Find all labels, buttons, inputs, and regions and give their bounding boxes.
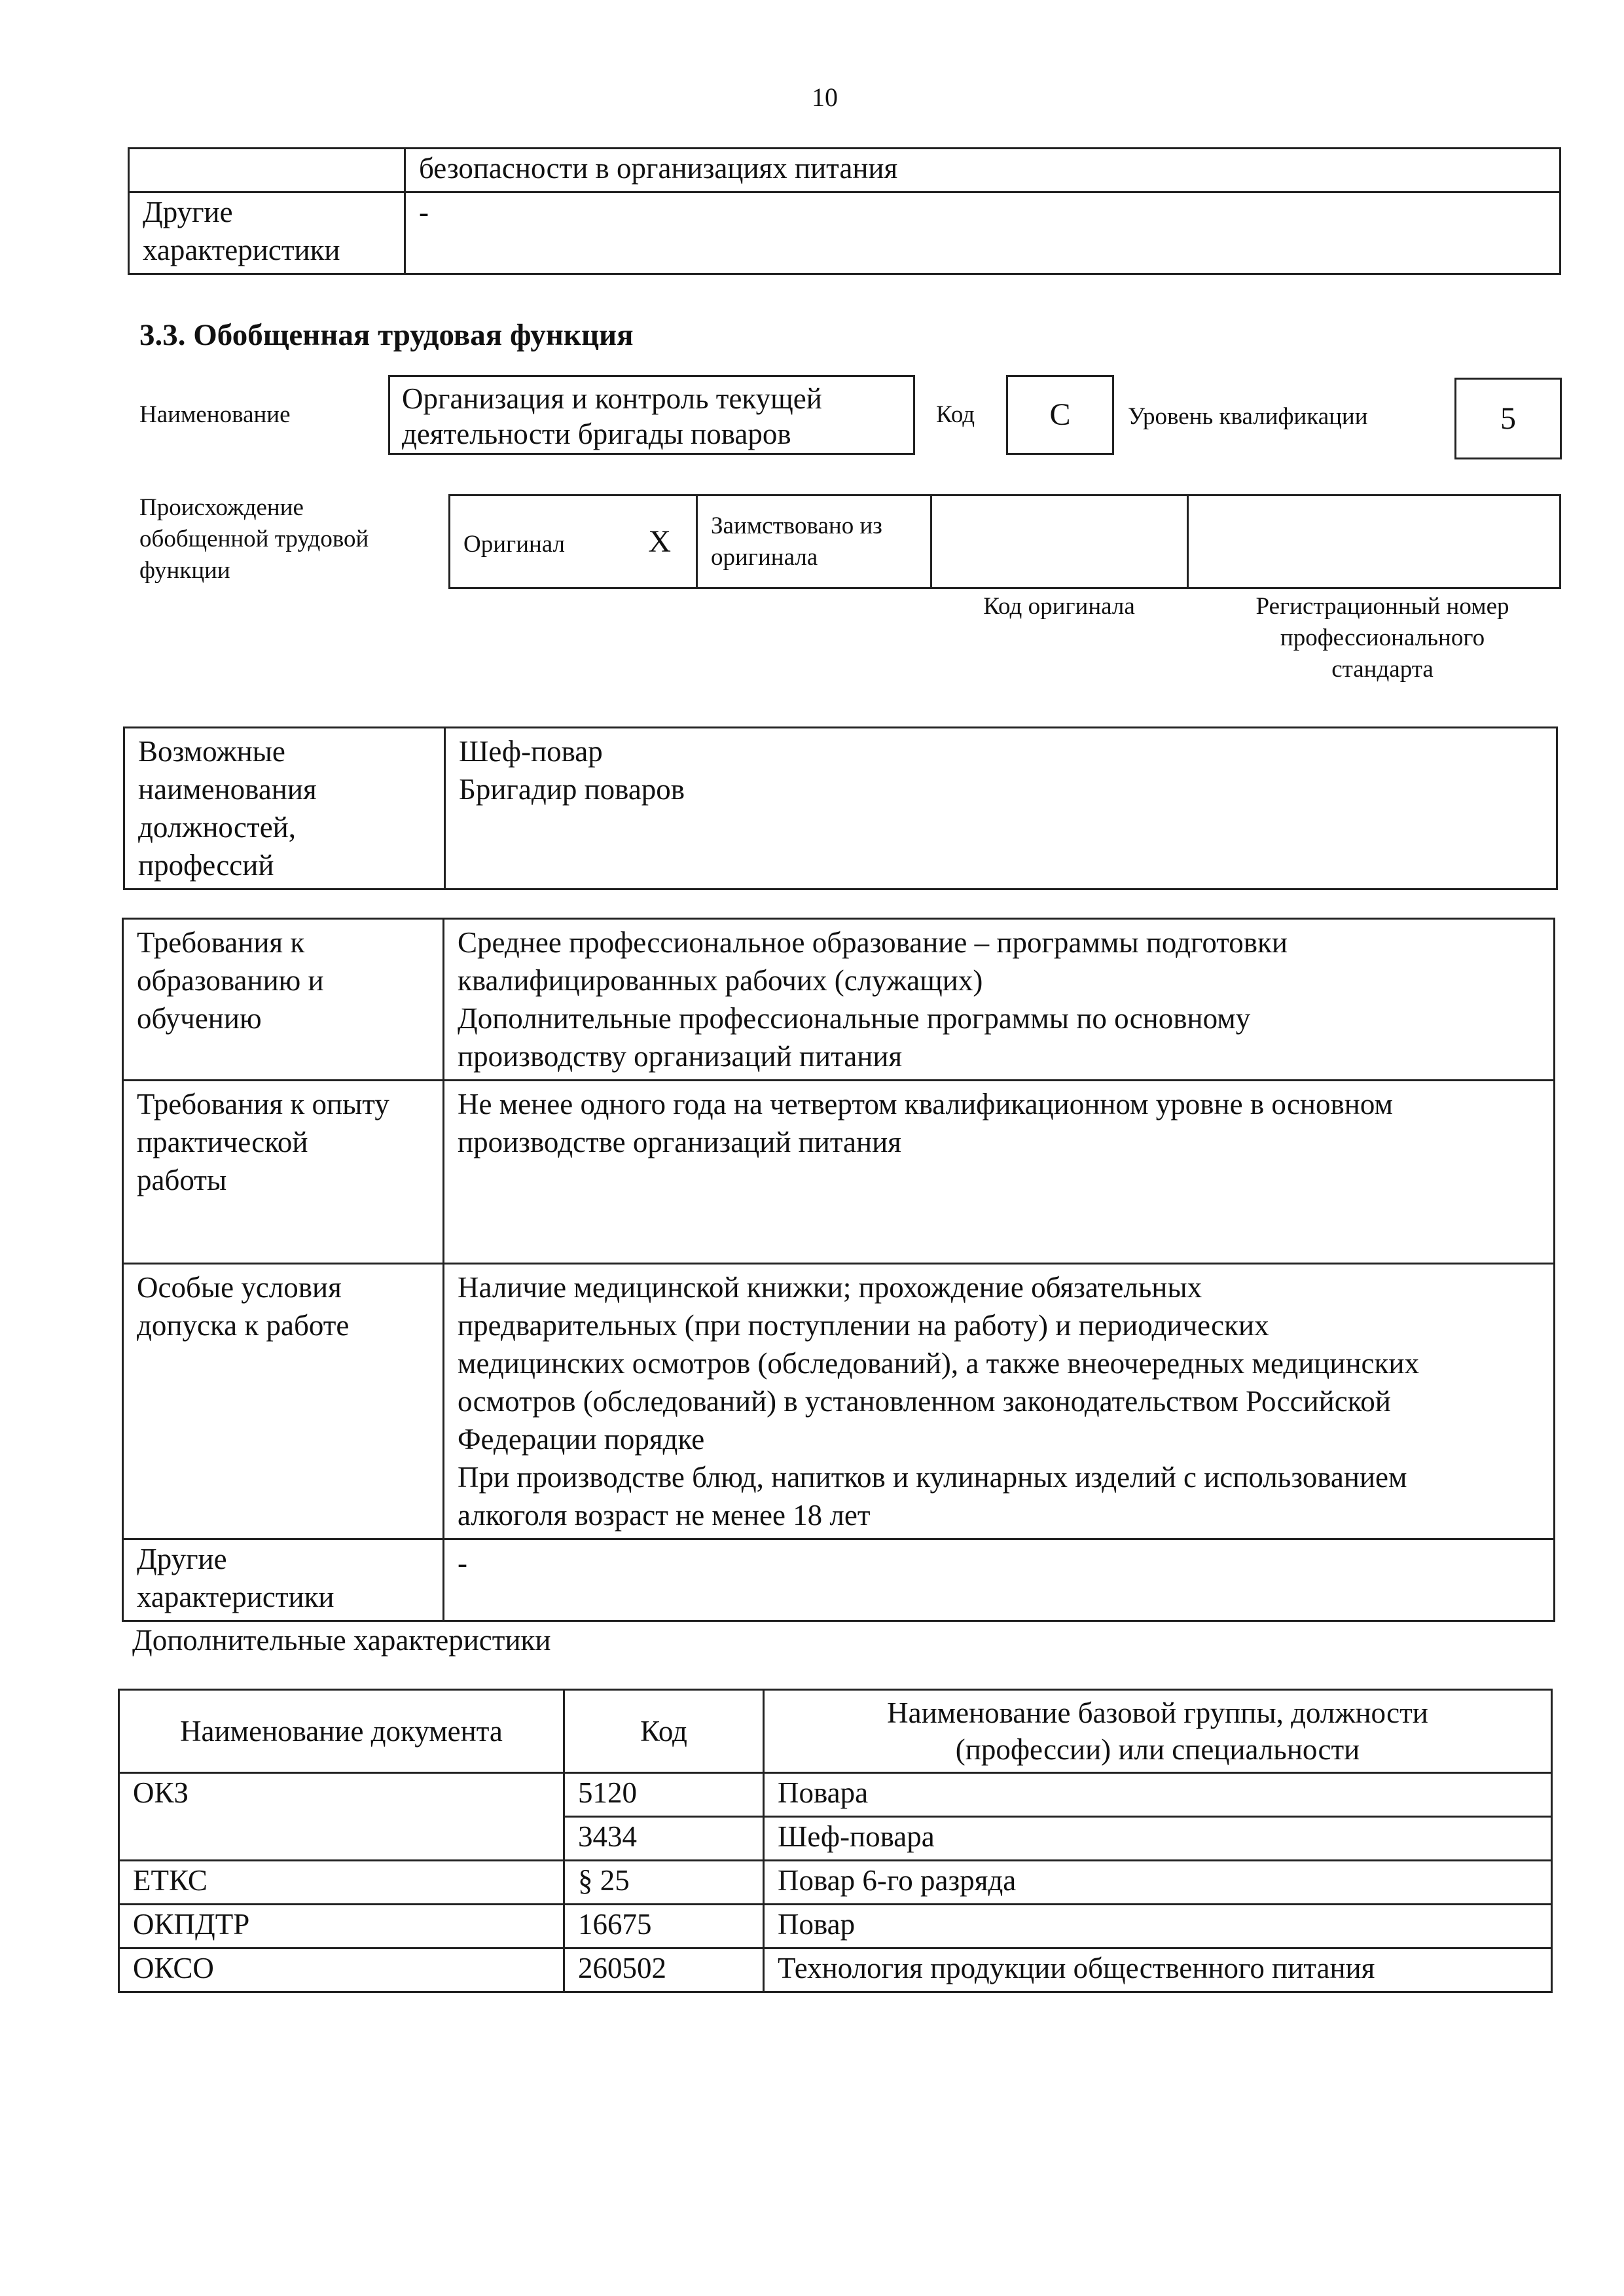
document-cell bbox=[119, 1817, 564, 1861]
code-cell: 16675 bbox=[564, 1905, 764, 1948]
document-cell: ОКЗ bbox=[119, 1773, 564, 1817]
other-characteristics-label: Другие характеристики bbox=[129, 192, 405, 274]
experience-requirements-value: Не менее одного года на четвертом квалификационном уровне в основном производстве организаций питания bbox=[444, 1081, 1555, 1264]
qualification-level-box bbox=[1454, 378, 1562, 459]
positions-values bbox=[445, 728, 1557, 889]
position-item: Шеф-повар bbox=[459, 735, 603, 768]
positions-label: Возможные наименования должностей, профессий bbox=[124, 728, 445, 889]
continuation-label-cell bbox=[129, 149, 405, 192]
table-row bbox=[123, 1081, 1555, 1264]
other-characteristics-value: - bbox=[444, 1539, 1555, 1621]
registration-number-cell bbox=[1188, 495, 1561, 588]
base-group-cell: Повар bbox=[764, 1905, 1552, 1948]
code-cell: § 25 bbox=[564, 1861, 764, 1905]
qualification-level-value: 5 bbox=[1500, 401, 1516, 436]
original-cell bbox=[450, 495, 697, 588]
continuation-value-cell: безопасности в организациях питания bbox=[405, 149, 1561, 192]
education-requirements-label: Требования к образованию и обучению bbox=[123, 919, 444, 1081]
original-code-cell bbox=[931, 495, 1188, 588]
qualification-level-label: Уровень квалификации bbox=[1128, 403, 1368, 430]
code-value: C bbox=[1049, 397, 1071, 432]
positions-table bbox=[123, 726, 1558, 890]
page-number: 10 bbox=[812, 82, 838, 112]
experience-requirements-label: Требования к опыту практической работы bbox=[123, 1081, 444, 1264]
table-row bbox=[123, 1539, 1555, 1621]
registration-number-caption: Регистрационный номер профессионального стандарта bbox=[1255, 593, 1509, 683]
code-value-box bbox=[1006, 375, 1114, 455]
education-requirements-value: Среднее профессиональное образование – программы подготовки квалифицированных рабочих (служащих) Дополнительные профессиональные программы по основному производству организаций питания bbox=[444, 919, 1555, 1081]
document-cell: ОКСО bbox=[119, 1948, 564, 1992]
requirements-table bbox=[122, 918, 1555, 1622]
code-cell: 3434 bbox=[564, 1817, 764, 1861]
code-label: Код bbox=[936, 401, 975, 428]
document-cell: ОКПДТР bbox=[119, 1905, 564, 1948]
other-characteristics-label: Другие характеристики bbox=[123, 1539, 444, 1621]
header-document-name: Наименование документа bbox=[119, 1690, 564, 1773]
section-title: 3.3. Обобщенная трудовая функция bbox=[139, 318, 634, 352]
special-conditions-value: Наличие медицинской книжки; прохождение обязательных предварительных (при поступлении на работу) и периодических медицинских осмотров (обследований), а также внеочередных медицинских осмотров (обследований) в установленном законодательством Российской Федерации порядке При производстве блюд, напитков и кулинарных изделий с использованием алкоголя возраст не менее 18 лет bbox=[444, 1264, 1555, 1539]
table-row bbox=[119, 1773, 1552, 1817]
additional-characteristics-title: Дополнительные характеристики bbox=[132, 1624, 551, 1657]
other-characteristics-value: - bbox=[405, 192, 1561, 274]
table-row bbox=[119, 1861, 1552, 1905]
code-cell: 260502 bbox=[564, 1948, 764, 1992]
base-group-cell: Технология продукции общественного питания bbox=[764, 1948, 1552, 1992]
header-code: Код bbox=[564, 1690, 764, 1773]
position-item: Бригадир поваров bbox=[459, 773, 685, 806]
function-name-line: Организация и контроль текущей bbox=[402, 382, 822, 415]
table-row bbox=[119, 1948, 1552, 1992]
original-mark: X bbox=[648, 524, 671, 559]
origin-table bbox=[448, 494, 1561, 589]
borrowed-cell: Заимствовано из оригинала bbox=[697, 495, 931, 588]
function-name-box bbox=[388, 375, 915, 455]
original-label: Оригинал bbox=[463, 530, 566, 558]
base-group-cell: Повар 6-го разряда bbox=[764, 1861, 1552, 1905]
special-conditions-label: Особые условия допуска к работе bbox=[123, 1264, 444, 1539]
table-row bbox=[123, 919, 1555, 1081]
table-row bbox=[123, 1264, 1555, 1539]
table-row bbox=[119, 1817, 1552, 1861]
document-cell: ЕТКС bbox=[119, 1861, 564, 1905]
table-row bbox=[119, 1905, 1552, 1948]
code-original-caption: Код оригинала bbox=[983, 593, 1135, 620]
code-cell: 5120 bbox=[564, 1773, 764, 1817]
header-base-group: Наименование базовой группы, должности (профессии) или специальности bbox=[764, 1690, 1552, 1773]
base-group-cell: Шеф-повара bbox=[764, 1817, 1552, 1861]
base-group-cell: Повара bbox=[764, 1773, 1552, 1817]
origin-label: Происхождение обобщенной трудовой функции bbox=[139, 494, 369, 584]
function-name-line: деятельности бригады поваров bbox=[402, 418, 791, 450]
top-continuation-table bbox=[128, 147, 1561, 275]
additional-characteristics-table bbox=[118, 1689, 1553, 1993]
name-label: Наименование bbox=[139, 401, 291, 428]
